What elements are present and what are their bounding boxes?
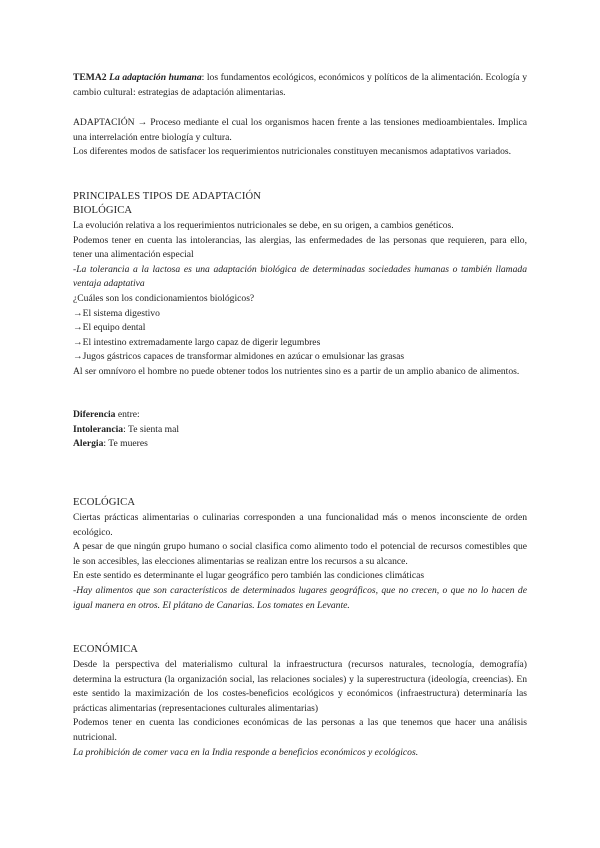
biologica-heading: BIOLÓGICA <box>73 205 133 216</box>
biologica-section <box>73 219 527 380</box>
list-item: →El equipo dental <box>73 322 146 334</box>
biologica-p3: -La tolerancia a la lactosa es una adaptación biológica de determinadas sociedades humanas o también llamada ventaja adaptativa <box>73 263 527 290</box>
intolerancia-label: Intolerancia <box>73 423 124 435</box>
diferencia-label: Diferencia <box>73 409 116 420</box>
ecologica-p2: A pesar de que ningún grupo humano o social clasifica como alimento todo el potencial de recursos comestibles que le son accesibles, las elecciones alimentarias se realizan entre los recursos a su alcance. <box>73 541 527 567</box>
alergia-label: Alergia <box>73 438 104 450</box>
adaptacion-para2: Los diferentes modos de satisfacer los requerimientos nutricionales constituyen mecanismos adaptativos variados. <box>73 146 511 158</box>
economica-p1: Desde la perspectiva del materialismo cultural la infraestructura (recursos naturales, tecnología, demografía) determina la estructura (la organización social, las relaciones sociales) y la superestructura (ideología, creencias). En este sentido la maximización de los costes-beneficios ecológicos y económicos (infraestructura) determinaría las prácticas alimentarias (representaciones culturales alimentarias) <box>73 659 527 714</box>
adaptacion-definition <box>73 116 527 160</box>
economica-section <box>73 658 527 760</box>
economica-heading: ECONÓMICA <box>73 644 139 655</box>
list-item: →Jugos gástricos capaces de transformar almidones en azúcar o emulsionar las grasas <box>73 351 405 363</box>
diferencia-section: Diferencia entre: Intolerancia: Te sienta mal Alergia: Te mueres <box>73 409 180 450</box>
ecologica-p4: -Hay alimentos que son característicos de determinados lugares geográficos, que no crecen, o que no lo hacen de igual manera en otros. El plátano de Canarias. Los tomates en Levante. <box>73 584 527 611</box>
biologica-p1: La evolución relativa a los requerimientos nutricionales se debe, en su origen, a cambios genéticos. <box>73 220 454 231</box>
biologica-p2: Podemos tener en cuenta las intolerancias, las alergias, las enfermedades de las personas que requieren, para ello, tener una alimentación especial <box>73 234 527 261</box>
arrow-icon: → <box>137 117 148 128</box>
principales-heading: PRINCIPALES TIPOS DE ADAPTACIÓN <box>73 191 261 202</box>
adaptacion-term: ADAPTACIÓN <box>73 117 135 128</box>
ecologica-p3: En este sentido es determinante el lugar geográfico pero también las condiciones climáticas <box>73 570 425 582</box>
tema-label: TEMA2 <box>73 72 107 83</box>
arrow-icon: → <box>73 307 83 319</box>
list-item: →El intestino extremadamente largo capaz de digerir legumbres <box>73 336 321 348</box>
tema-description: : los fundamentos ecológicos, económicos y políticos de la alimentación. Ecología y cambio cultural: estrategias de adaptación alimentarias. <box>73 72 527 98</box>
arrow-icon: → <box>73 351 83 363</box>
list-item: →El sistema digestivo <box>73 307 160 319</box>
tema-title: La adaptación humana <box>109 72 202 83</box>
adaptacion-text: Proceso mediante el cual los organismos hacen frente a las tensiones medioambientales. Implica una interrelación entre biología y cultura. <box>73 117 528 143</box>
biologica-question: ¿Cuáles son los condicionamientos biológicos? <box>73 292 255 304</box>
biologica-p4: Al ser omnívoro el hombre no puede obtener todos los nutrientes sino es a partir de un amplio abanico de alimentos. <box>73 365 520 377</box>
arrow-icon: → <box>73 322 83 334</box>
economica-p2: Podemos tener en cuenta las condiciones económicas de las personas a las que tenemos que hacer una análisis nutricional. <box>73 717 527 743</box>
economica-p3: La prohibición de comer vaca en la India responde a beneficios económicos y ecológicos. <box>73 746 419 758</box>
intro-paragraph <box>73 71 527 100</box>
ecologica-section <box>73 511 527 613</box>
ecologica-p1: Ciertas prácticas alimentarias o culinarias corresponden a una funcionalidad más o menos inconsciente de orden ecológico. <box>73 512 527 538</box>
ecologica-heading: ECOLÓGICA <box>73 497 136 508</box>
arrow-icon: → <box>73 336 83 348</box>
